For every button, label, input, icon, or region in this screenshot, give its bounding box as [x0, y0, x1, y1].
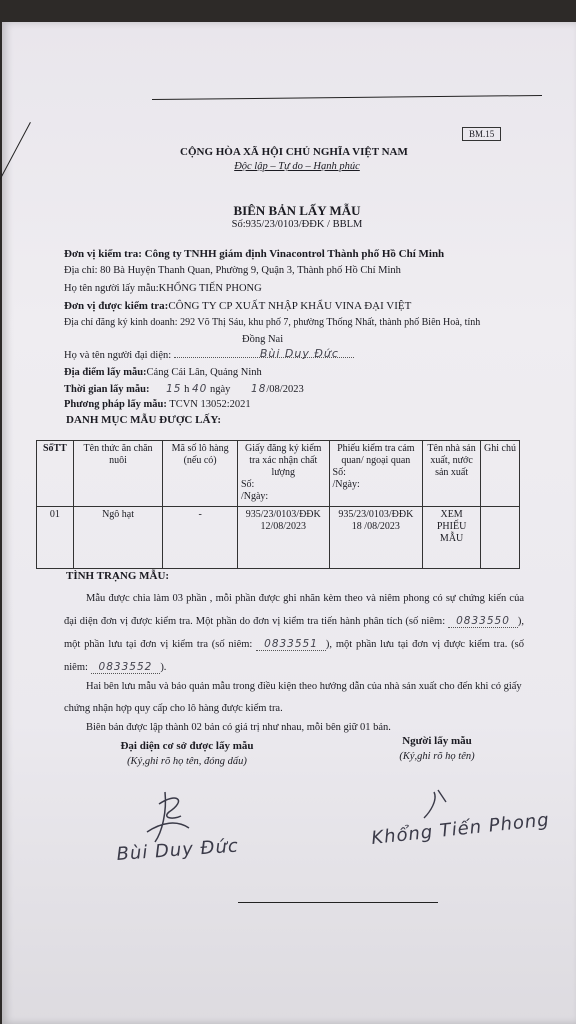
cell-stt: 01: [37, 507, 74, 569]
representative-dots: [174, 347, 354, 360]
inspector-address: Địa chỉ: 80 Bà Huyện Thanh Quan, Phường 9, Quận 3, Thành phố Hồ Chí Minh: [64, 265, 401, 276]
business-address-line2: Đồng Nai: [242, 334, 284, 345]
status-p1-d: ).: [160, 662, 167, 673]
seal-number-3: 0833552: [91, 661, 161, 674]
status-p1-b: ), một phần lưu tại đơn vị kiểm tra (số niêm:: [64, 616, 524, 650]
left-sign-note: (Ký,ghi rõ họ tên, đóng dấu): [127, 756, 247, 767]
business-address-line1: Địa chỉ đăng ký kinh doanh: 292 Võ Thị Sáu, khu phố 7, phường Thống Nhất, thành phố Biên Hoà, tỉnh: [64, 317, 481, 328]
representative-value: Bùi Duy Đức: [259, 347, 339, 360]
nation-header: CỘNG HÒA XÃ HỘI CHỦ NGHĨA VIỆT NAM: [180, 146, 408, 158]
inspected-row: [64, 300, 411, 312]
right-signature-name: Khổng Tiến Phong: [370, 809, 551, 849]
cell-maker: XEM PHIẾU MẪU: [423, 507, 481, 569]
cell-cert-no: 935/23/0103/ĐĐK: [245, 509, 321, 520]
col-sheet: [329, 441, 423, 507]
time-day: 18: [251, 383, 267, 395]
margin-mark: [0, 122, 31, 228]
col-lot-code: Mã số lô hàng (nếu có): [163, 441, 238, 507]
document-paper: [2, 22, 576, 1024]
cell-note: [481, 507, 520, 569]
sample-list-title: DANH MỤC MẪU ĐƯỢC LẤY:: [66, 414, 222, 426]
seal-number-1: 0833550: [448, 615, 518, 628]
right-signature: [364, 782, 564, 872]
status-title: TÌNH TRẠNG MẪU:: [66, 570, 170, 582]
form-code: BM.15: [462, 127, 501, 141]
time-day-label: ngày: [209, 384, 231, 395]
left-signature: [107, 772, 267, 882]
method-value: TCVN 13052:2021: [169, 399, 251, 410]
col-cert: [237, 441, 329, 507]
seal-number-2: 0833551: [256, 638, 326, 651]
location-label: Địa điểm lấy mẫu:: [64, 367, 147, 378]
col-cert-title: Giấy đăng ký kiểm tra xác nhận chất lượng: [245, 443, 322, 478]
representative-label: Họ và tên người đại diện:: [64, 350, 172, 361]
location-value: Cảng Cái Lân, Quảng Ninh: [146, 367, 262, 378]
col-sheet-title: Phiếu kiểm tra cảm quan/ ngoại quan: [337, 443, 415, 466]
status-paragraph-1: [64, 588, 524, 679]
cell-feed-name: Ngô hạt: [73, 507, 162, 569]
col-sheet-so: Số:: [332, 467, 346, 478]
form-code-box: [462, 124, 501, 142]
table-header-row: [37, 441, 520, 507]
representative-row: [64, 347, 354, 361]
right-sign-note: (Ký,ghi rõ họ tên): [399, 751, 475, 762]
col-cert-ngay: /Ngày:: [240, 491, 269, 502]
cell-lot-code: -: [163, 507, 238, 569]
cell-sheet: [329, 507, 423, 569]
document-number: Số:935/23/0103/ĐĐK / BBLM: [231, 219, 363, 230]
time-rest: /08/2023: [266, 384, 304, 395]
right-sign-title: Người lấy mẫu: [402, 735, 472, 747]
status-paragraph-2: Hai bên lưu mẫu và bảo quản mẫu trong điều kiện theo hướng dẫn của nhà sản xuất cho đến khi có giấy chứng nhận hợp quy cấp cho lô hàng được kiểm tra.: [64, 681, 522, 714]
col-sheet-ngay: /Ngày:: [332, 479, 360, 490]
inspector-label: Đơn vị kiểm tra:: [64, 248, 142, 260]
inspected-value: CÔNG TY CP XUẤT NHẬP KHẨU VINA ĐẠI VIỆT: [168, 300, 412, 312]
status-p1-c: ), một phần lưu tại đơn vị được kiểm tra. (số niêm:: [64, 639, 525, 673]
status-paragraph-3: Biên bản được lập thành 02 bản có giá trị như nhau, mỗi bên giữ 01 bản.: [86, 722, 391, 733]
col-note: Ghi chú: [481, 441, 520, 507]
time-label: Thời gian lấy mẫu:: [64, 384, 150, 395]
time-minute: 40: [191, 383, 208, 395]
col-cert-so: Số:: [240, 479, 255, 490]
time-hour: 15: [166, 383, 182, 395]
method-row: [64, 399, 251, 410]
col-feed-name: Tên thức ăn chăn nuôi: [73, 441, 162, 507]
motto: Độc lập – Tự do – Hạnh phúc: [234, 161, 360, 172]
inspector-row: [64, 248, 444, 260]
cell-sheet-date: 18 /08/2023: [351, 521, 400, 532]
left-signature-name: Bùi Duy Đức: [115, 835, 240, 865]
cell-sheet-no: 935/23/0103/ĐĐK: [338, 509, 414, 520]
time-h: h: [184, 384, 190, 395]
time-row: [64, 383, 304, 395]
top-rule: [152, 95, 542, 100]
method-label: Phương pháp lấy mẫu:: [64, 399, 167, 410]
location-row: [64, 367, 262, 378]
status-p1-a: Mẫu được chia làm 03 phần , mỗi phần được ghi nhãn kèm theo và niêm phong có sự chứng kiến của đại diện đơn vị được kiểm tra. Một phần do đơn vị kiểm tra tiến hành phân tích (số niêm:: [64, 593, 524, 627]
left-sign-title: Đại diện cơ sở được lấy mẫu: [120, 740, 254, 752]
cell-cert: [237, 507, 329, 569]
col-maker: Tên nhà sản xuất, nước sản xuất: [423, 441, 481, 507]
inspected-label: Đơn vị được kiểm tra:: [64, 300, 169, 312]
cell-cert-date: 12/08/2023: [260, 521, 307, 532]
table-row: [37, 507, 520, 569]
sampler-name: Họ tên người lấy mẫu:KHỔNG TIẾN PHONG: [64, 283, 262, 294]
col-stt: SốTT: [37, 441, 74, 507]
samples-table: [36, 440, 520, 569]
document-title: BIÊN BẢN LẤY MẪU: [233, 203, 361, 218]
inspector-value: Công ty TNHH giám định Vinacontrol Thành phố Hồ Chí Minh: [144, 248, 445, 260]
bottom-rule: [238, 902, 438, 903]
